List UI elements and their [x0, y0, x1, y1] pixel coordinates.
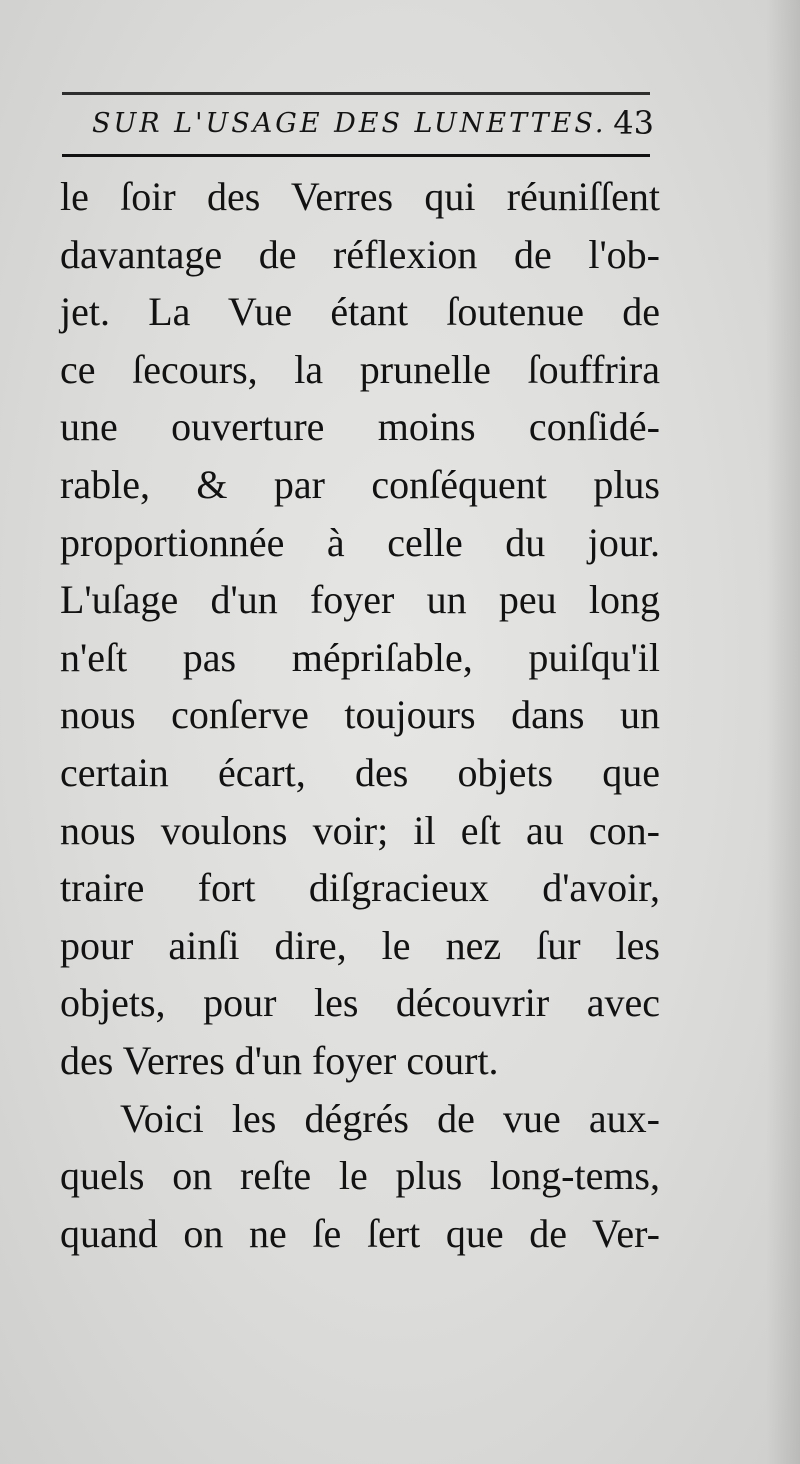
running-head-title: SUR L'USAGE DES LUNETTES. — [92, 108, 607, 139]
text-line: proportionnée à celle du jour. — [60, 519, 660, 565]
text-line: le ſoir des Verres qui réuniſſent — [60, 174, 660, 219]
text-line: L'uſage d'un foyer un peu long — [60, 577, 660, 623]
text-line: une ouverture moins conſidé- — [60, 404, 660, 450]
page-edge-shadow — [766, 0, 800, 1464]
header-rule-bottom — [62, 154, 650, 157]
text-line: des Verres d'un foyer court. — [60, 1037, 499, 1083]
text-line: jet. La Vue étant ſoutenue de — [60, 289, 660, 335]
text-line: nous voulons voir; il eſt au con- — [60, 807, 660, 853]
text-line: quels on reſte le plus long-tems, — [60, 1153, 660, 1199]
text-line: nous conſerve toujours dans un — [60, 692, 660, 738]
text-line: pour ainſi dire, le nez ſur les — [60, 922, 660, 968]
text-line: quand on ne ſe ſert que de Ver- — [60, 1210, 660, 1256]
text-line: Voici les dégrés de vue aux- — [120, 1095, 660, 1141]
text-line: objets, pour les découvrir avec — [60, 980, 660, 1026]
text-line: traire fort diſgracieux d'avoir, — [60, 865, 660, 911]
text-line: ce ſecours, la prunelle ſouffrira — [60, 346, 660, 392]
body-text — [60, 168, 660, 1262]
running-head — [62, 104, 654, 148]
text-line: certain écart, des objets que — [60, 749, 660, 795]
header-rule-top — [62, 92, 650, 95]
page-number: 43 — [613, 104, 654, 142]
text-line: n'eſt pas mépriſable, puiſqu'il — [60, 634, 660, 680]
text-line: davantage de réflexion de l'ob- — [60, 231, 660, 277]
text-line: rable, & par conſéquent plus — [60, 461, 660, 507]
